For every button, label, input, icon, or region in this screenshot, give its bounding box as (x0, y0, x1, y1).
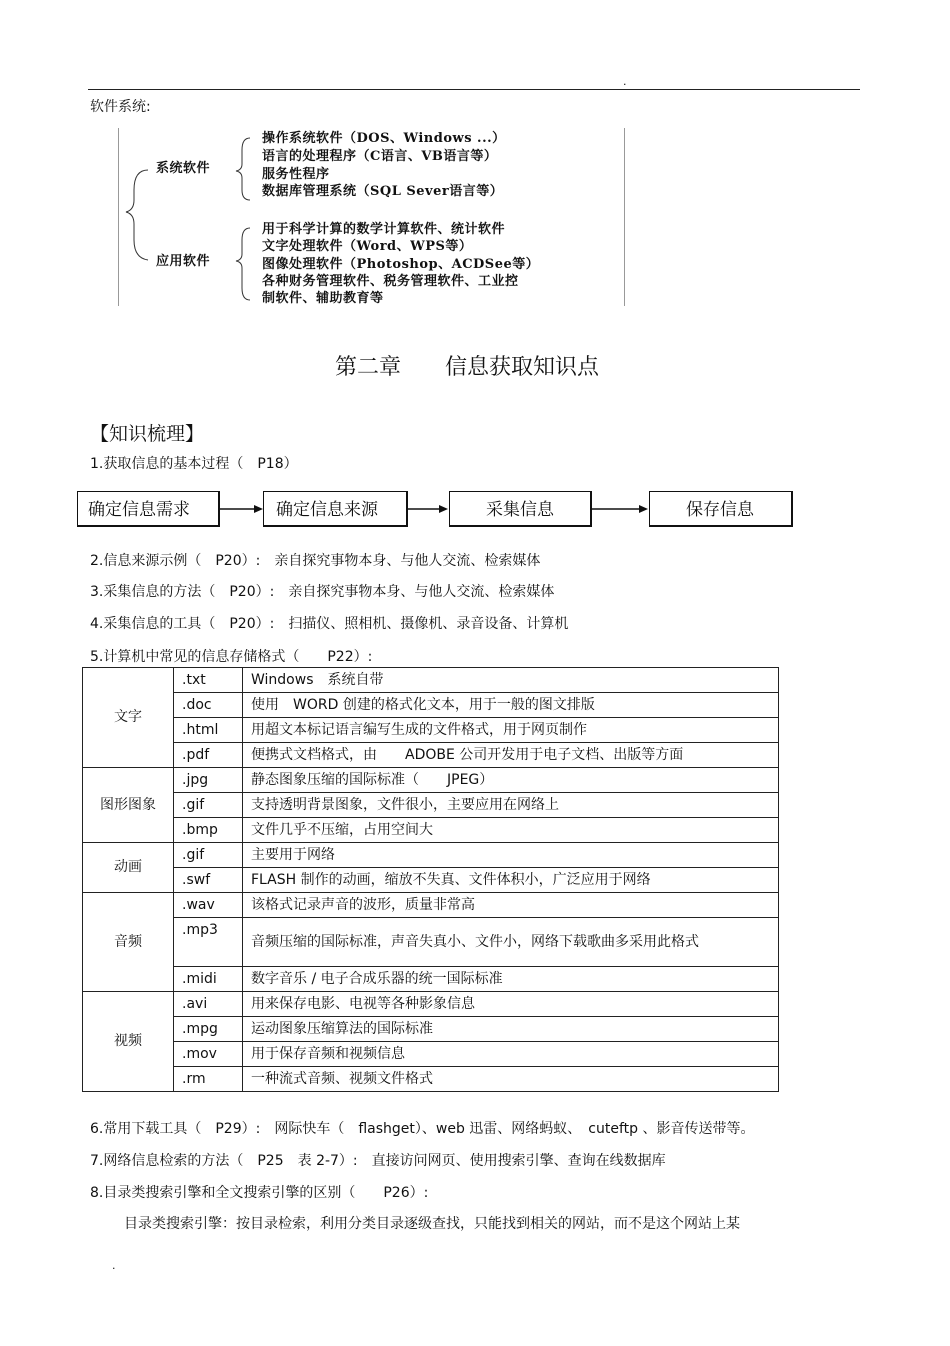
application-item: 各种财务管理软件、税务管理软件、工业控 (262, 274, 519, 289)
extension-cell: .html (174, 718, 243, 743)
item-2: 2.信息来源示例（ P20）: 亲自探究事物本身、与他人交流、检索媒体 (90, 553, 541, 569)
description-cell: 主要用于网络 (243, 843, 779, 868)
item-3: 3.采集信息的方法（ P20）: 亲自探究事物本身、与他人交流、检索媒体 (90, 584, 555, 600)
item-8: 8.目录类搜索引擎和全文搜索引擎的区别（ P26）: (90, 1185, 429, 1201)
application-item: 制软件、辅助教育等 (262, 291, 384, 306)
table-row (83, 992, 779, 1017)
table-row (83, 868, 779, 893)
arrow-right-icon (220, 505, 263, 513)
brace-lines (118, 128, 258, 306)
table-row (83, 818, 779, 843)
extension-cell: .doc (174, 693, 243, 718)
table-row (83, 918, 779, 967)
table-row (83, 768, 779, 793)
extension-cell: .mov (174, 1042, 243, 1067)
system-software-label: 系统软件 (156, 161, 211, 176)
category-cell: 图形图象 (83, 768, 174, 843)
table-row (83, 693, 779, 718)
header-rule (88, 89, 860, 90)
description-cell: 使用 WORD 创建的格式化文本，用于一般的图文排版 (243, 693, 779, 718)
system-brace-icon (236, 138, 250, 200)
extension-cell: .rm (174, 1067, 243, 1092)
software-system-label: 软件系统: (90, 99, 151, 115)
description-cell: FLASH 制作的动画，缩放不失真、文件体积小，广泛应用于网络 (243, 868, 779, 893)
item-4: 4.采集信息的工具（ P20）: 扫描仪、照相机、摄像机、录音设备、计算机 (90, 616, 569, 632)
chapter-title: 第二章 信息获取知识点 (335, 355, 600, 380)
extension-cell: .jpg (174, 768, 243, 793)
description-cell: 文件几乎不压缩，占用空间大 (243, 818, 779, 843)
storage-format-table (82, 667, 779, 1092)
description-cell: 用超文本标记语言编写生成的文件格式，用于网页制作 (243, 718, 779, 743)
system-item: 服务性程序 (262, 167, 330, 182)
description-cell: 一种流式音频、视频文件格式 (243, 1067, 779, 1092)
extension-cell: .midi (174, 967, 243, 992)
table-row (83, 668, 779, 693)
item-7: 7.网络信息检索的方法（ P25 表 2-7）: 直接访问网页、使用搜索引擎、查询在线数据库 (90, 1153, 666, 1169)
table-row (83, 718, 779, 743)
item-1: 1.获取信息的基本过程（ P18） (90, 456, 298, 472)
description-cell: 运动图象压缩算法的国际标准 (243, 1017, 779, 1042)
application-software-label: 应用软件 (156, 254, 211, 269)
description-cell: 音频压缩的国际标准，声音失真小、文件小，网络下载歌曲多采用此格式 (243, 918, 779, 967)
extension-cell: .swf (174, 868, 243, 893)
extension-cell: .gif (174, 843, 243, 868)
arrow-right-icon (592, 505, 648, 513)
flow-step-1: 确定信息需求 (77, 491, 220, 527)
flow-step-3: 采集信息 (449, 491, 592, 527)
table-row (83, 1067, 779, 1092)
table-row (83, 893, 779, 918)
system-item: 语言的处理程序（C语言、VB语言等） (262, 149, 498, 164)
flow-step-2: 确定信息来源 (263, 491, 408, 527)
category-cell: 文字 (83, 668, 174, 768)
outer-brace-icon (126, 170, 148, 260)
application-item: 图像处理软件（Photoshop、ACDSee等） (262, 257, 540, 272)
item-5: 5.计算机中常见的信息存储格式（ P22）: (90, 649, 373, 665)
extension-cell: .avi (174, 992, 243, 1017)
application-item: 用于科学计算的数学计算软件、统计软件 (262, 222, 506, 237)
application-brace-icon (236, 228, 250, 300)
flow-step-4: 保存信息 (649, 491, 793, 527)
extension-cell: .bmp (174, 818, 243, 843)
category-cell: 动画 (83, 843, 174, 893)
table-row (83, 1017, 779, 1042)
table-row (83, 967, 779, 992)
description-cell: 支持透明背景图象，文件很小，主要应用在网络上 (243, 793, 779, 818)
extension-cell: .mpg (174, 1017, 243, 1042)
description-cell: 静态图象压缩的国际标准（ JPEG） (243, 768, 779, 793)
table-row (83, 743, 779, 768)
extension-cell: .wav (174, 893, 243, 918)
system-item: 数据库管理系统（SQL Sever语言等） (262, 184, 504, 199)
extension-cell: .pdf (174, 743, 243, 768)
description-cell: 便携式文档格式，由 ADOBE 公司开发用于电子文档、出版等方面 (243, 743, 779, 768)
system-item: 操作系统软件（DOS、Windows ...） (262, 131, 506, 146)
item-6: 6.常用下载工具（ P29）: 网际快车（ flashget）、web 迅雷、网络蚂蚁、 cuteftp 、影音传送带等。 (90, 1121, 755, 1137)
description-cell: 数字音乐 / 电子合成乐器的统一国际标准 (243, 967, 779, 992)
flow-arrows (218, 500, 653, 520)
item-8-body: 目录类搜索引擎：按目录检索，利用分类目录逐级查找，只能找到相关的网站，而不是这个网站上某 (124, 1216, 740, 1232)
description-cell: 用来保存电影、电视等各种影象信息 (243, 992, 779, 1017)
category-cell: 音频 (83, 893, 174, 992)
table-row (83, 843, 779, 868)
section-heading: 【知识梳理】 (90, 423, 205, 445)
extension-cell: .mp3 (174, 918, 243, 967)
application-item: 文字处理软件（Word、WPS等） (262, 239, 473, 254)
category-cell: 视频 (83, 992, 174, 1092)
arrow-right-icon (408, 505, 448, 513)
footer-dot: . (112, 1259, 116, 1272)
extension-cell: .txt (174, 668, 243, 693)
description-cell: 用于保存音频和视频信息 (243, 1042, 779, 1067)
description-cell: 该格式记录声音的波形，质量非常高 (243, 893, 779, 918)
table-row (83, 793, 779, 818)
description-cell: Windows 系统自带 (243, 668, 779, 693)
header-dot: . (623, 75, 627, 88)
extension-cell: .gif (174, 793, 243, 818)
table-row (83, 1042, 779, 1067)
